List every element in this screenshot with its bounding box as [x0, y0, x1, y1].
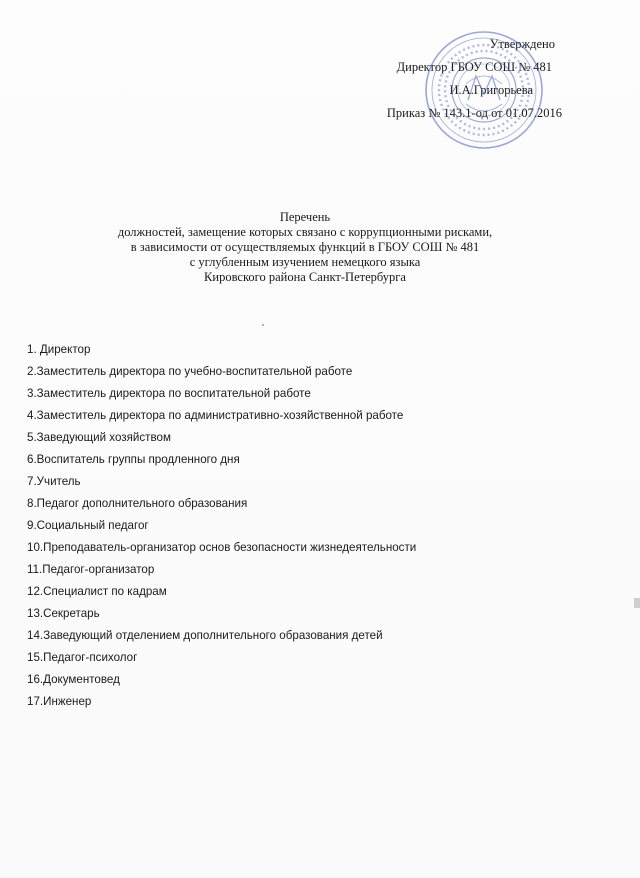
- list-item: 1. Директор: [27, 343, 91, 356]
- approval-order: Приказ № 143.1-од от 01.07.2016: [386, 106, 562, 120]
- list-item: 3.Заместитель директора по воспитательной работе: [27, 387, 311, 400]
- heading-line: должностей, замещение которых связано с коррупционными рисками,: [117, 225, 493, 239]
- document-heading: [0, 210, 610, 285]
- approval-name: И.А.Григорьева: [449, 83, 533, 97]
- list-item: 17.Инженер: [27, 695, 92, 708]
- list-item: 7.Учитель: [27, 475, 81, 488]
- heading-line: Кировского района Санкт-Петербурга: [204, 270, 406, 284]
- approval-title: Утверждено: [489, 37, 555, 51]
- approval-position: Директор ГБОУ СОШ № 481: [396, 60, 552, 74]
- heading-line: в зависимости от осуществляемых функций в ГБОУ СОШ № 481: [130, 240, 480, 254]
- list-item: 5.Заведующий хозяйством: [27, 431, 171, 444]
- round-seal-icon: [422, 28, 546, 152]
- list-item: 4.Заместитель директора по административно-хозяйственной работе: [27, 409, 404, 422]
- list-item: 9.Социальный педагог: [27, 519, 149, 532]
- list-item: 12.Специалист по кадрам: [27, 585, 167, 598]
- list-item: 16.Документовед: [27, 673, 120, 686]
- scan-speck: [262, 324, 264, 326]
- list-item: 6.Воспитатель группы продленного дня: [27, 453, 240, 466]
- list-item: 14.Заведующий отделением дополнительного образования детей: [27, 629, 383, 642]
- heading-title: Перечень: [279, 210, 331, 224]
- list-item: 10.Преподаватель-организатор основ безопасности жизнедеятельности: [27, 541, 417, 554]
- scan-edge-mark: [634, 598, 640, 608]
- list-item: 15.Педагог-психолог: [27, 651, 138, 664]
- list-item: 13.Секретарь: [27, 607, 100, 620]
- heading-line: с углубленным изучением немецкого языка: [189, 255, 421, 269]
- list-item: 8.Педагог дополнительного образования: [27, 497, 248, 510]
- positions-list: [27, 343, 587, 717]
- list-item: 11.Педагог-организатор: [27, 563, 155, 576]
- list-item: 2.Заместитель директора по учебно-воспитательной работе: [27, 365, 353, 378]
